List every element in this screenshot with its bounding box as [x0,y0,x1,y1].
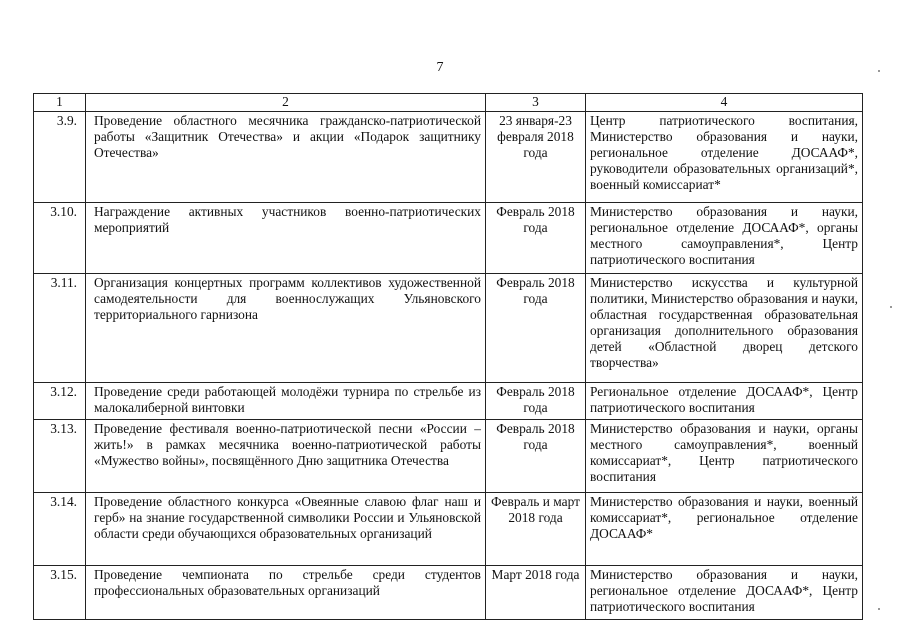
row-number: 3.10. [34,203,86,274]
date-cell: Февраль и март 2018 года [486,493,586,566]
executors-cell: Министерство образования и науки, органы местного самоуправления*, военный комиссариат*, Центр патриотического воспитания [586,420,863,493]
event-cell: Награждение активных участников военно-патриотических мероприятий [86,203,486,274]
scan-speck [890,306,892,308]
column-header: 3 [486,94,586,112]
page-number: 7 [436,60,444,75]
row-number: 3.11. [34,274,86,383]
row-number: 3.13. [34,420,86,493]
executors-cell: Региональное отделение ДОСААФ*, Центр патриотического воспитания [586,383,863,420]
event-cell: Проведение чемпионата по стрельбе среди студентов профессиональных образовательных организаций [86,566,486,620]
table-row [34,203,863,274]
table-row [34,383,863,420]
events-table [33,93,863,620]
executors-cell: Министерство искусства и культурной политики, Министерство образования и науки, областная государственная образовательная организация дополнительного образования детей «Областной дворец детского творчества» [586,274,863,383]
table-header-row [34,94,863,112]
row-number: 3.14. [34,493,86,566]
event-cell: Организация концертных программ коллективов художественной самодеятельности для военнослужащих Ульяновского территориального гарнизона [86,274,486,383]
scan-speck [878,608,880,610]
event-cell: Проведение среди работающей молодёжи турнира по стрельбе из малокалиберной винтовки [86,383,486,420]
executors-cell: Министерство образования и науки, военный комиссариат*, региональное отделение ДОСААФ* [586,493,863,566]
table-row [34,420,863,493]
row-number: 3.15. [34,566,86,620]
date-cell: Март 2018 года [486,566,586,620]
table-row [34,566,863,620]
table-row [34,274,863,383]
executors-cell: Министерство образования и науки, региональное отделение ДОСААФ*, органы местного самоуправления*, Центр патриотического воспитания [586,203,863,274]
date-cell: Февраль 2018 года [486,420,586,493]
event-cell: Проведение областного месячника гражданско-патриотической работы «Защитник Отечества» и акции «Подарок защитнику Отечества» [86,112,486,203]
event-cell: Проведение областного конкурса «Овеянные славою флаг наш и герб» на знание государственной символики России и Ульяновской области среди обучающихся образовательных организаций [86,493,486,566]
column-header: 4 [586,94,863,112]
date-cell: Февраль 2018 года [486,274,586,383]
date-cell: 23 января-23 февраля 2018 года [486,112,586,203]
executors-cell: Центр патриотического воспитания, Министерство образования и науки, региональное отделение ДОСААФ*, руководители образовательных организаций*, военный комиссариат* [586,112,863,203]
date-cell: Февраль 2018 года [486,203,586,274]
table-row [34,112,863,203]
date-cell: Февраль 2018 года [486,383,586,420]
row-number: 3.9. [34,112,86,203]
scan-speck [878,70,880,72]
event-cell: Проведение фестиваля военно-патриотической песни «России – жить!» в рамках месячника военно-патриотической работы «Мужество войны», посвящённого Дню защитника Отечества [86,420,486,493]
table-row [34,493,863,566]
column-header: 1 [34,94,86,112]
row-number: 3.12. [34,383,86,420]
executors-cell: Министерство образования и науки, региональное отделение ДОСААФ*, Центр патриотического воспитания [586,566,863,620]
column-header: 2 [86,94,486,112]
